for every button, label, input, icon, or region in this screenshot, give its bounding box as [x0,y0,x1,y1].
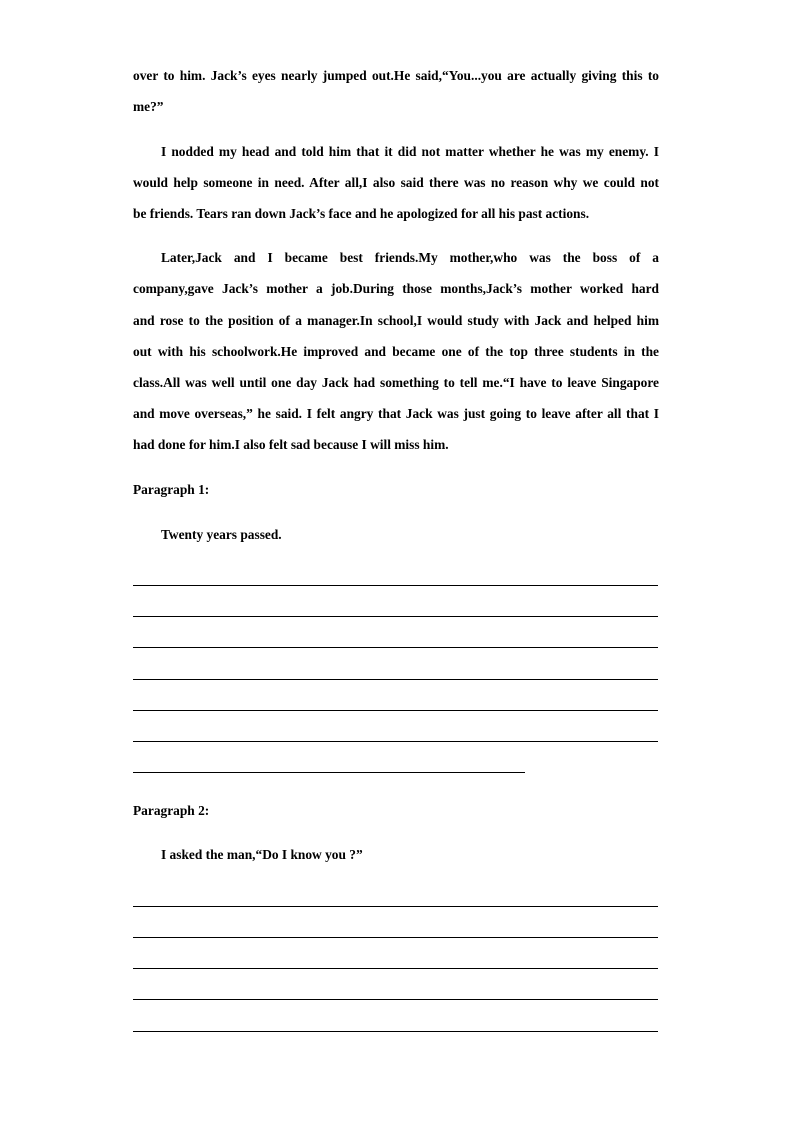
writing-line[interactable] [133,710,658,711]
paragraph1-label: Paragraph 1: [133,482,210,497]
story-line: be friends. Tears ran down Jack’s face and he apologized for all his past actions. [133,206,590,221]
paragraph2-starter: I asked the man,“Do I know you ?” [161,847,363,862]
writing-line[interactable] [133,906,658,907]
story-line: and rose to the position of a manager.In school,I would study with Jack and helped him [133,313,659,328]
story-line: me?” [133,99,164,114]
story-line: Later,Jack and I became best friends.My mother,who was the boss of a [161,250,659,265]
writing-line[interactable] [133,937,658,938]
writing-line[interactable] [133,585,658,586]
writing-line[interactable] [133,1031,658,1032]
writing-line[interactable] [133,968,658,969]
writing-line[interactable] [133,679,658,680]
story-line: had done for him.I also felt sad because I will miss him. [133,437,449,452]
paragraph2-label: Paragraph 2: [133,803,210,818]
story-line: company,gave Jack’s mother a job.During those months,Jack’s mother worked hard [133,281,659,296]
writing-line[interactable] [133,741,658,742]
story-line: out with his schoolwork.He improved and became one of the top three students in the [133,344,659,359]
writing-line[interactable] [133,616,658,617]
story-line: and move overseas,” he said. I felt angry that Jack was just going to leave after all that I [133,406,659,421]
story-line: class.All was well until one day Jack had something to tell me.“I have to leave Singapore [133,375,659,390]
story-line: over to him. Jack’s eyes nearly jumped out.He said,“You...you are actually giving this to [133,68,659,83]
paragraph1-starter: Twenty years passed. [161,527,282,542]
writing-line[interactable] [133,772,525,773]
writing-line[interactable] [133,647,658,648]
story-line: would help someone in need. After all,I also said there was no reason why we could not [133,175,659,190]
writing-line[interactable] [133,999,658,1000]
story-line: I nodded my head and told him that it did not matter whether he was my enemy. I [161,144,659,159]
